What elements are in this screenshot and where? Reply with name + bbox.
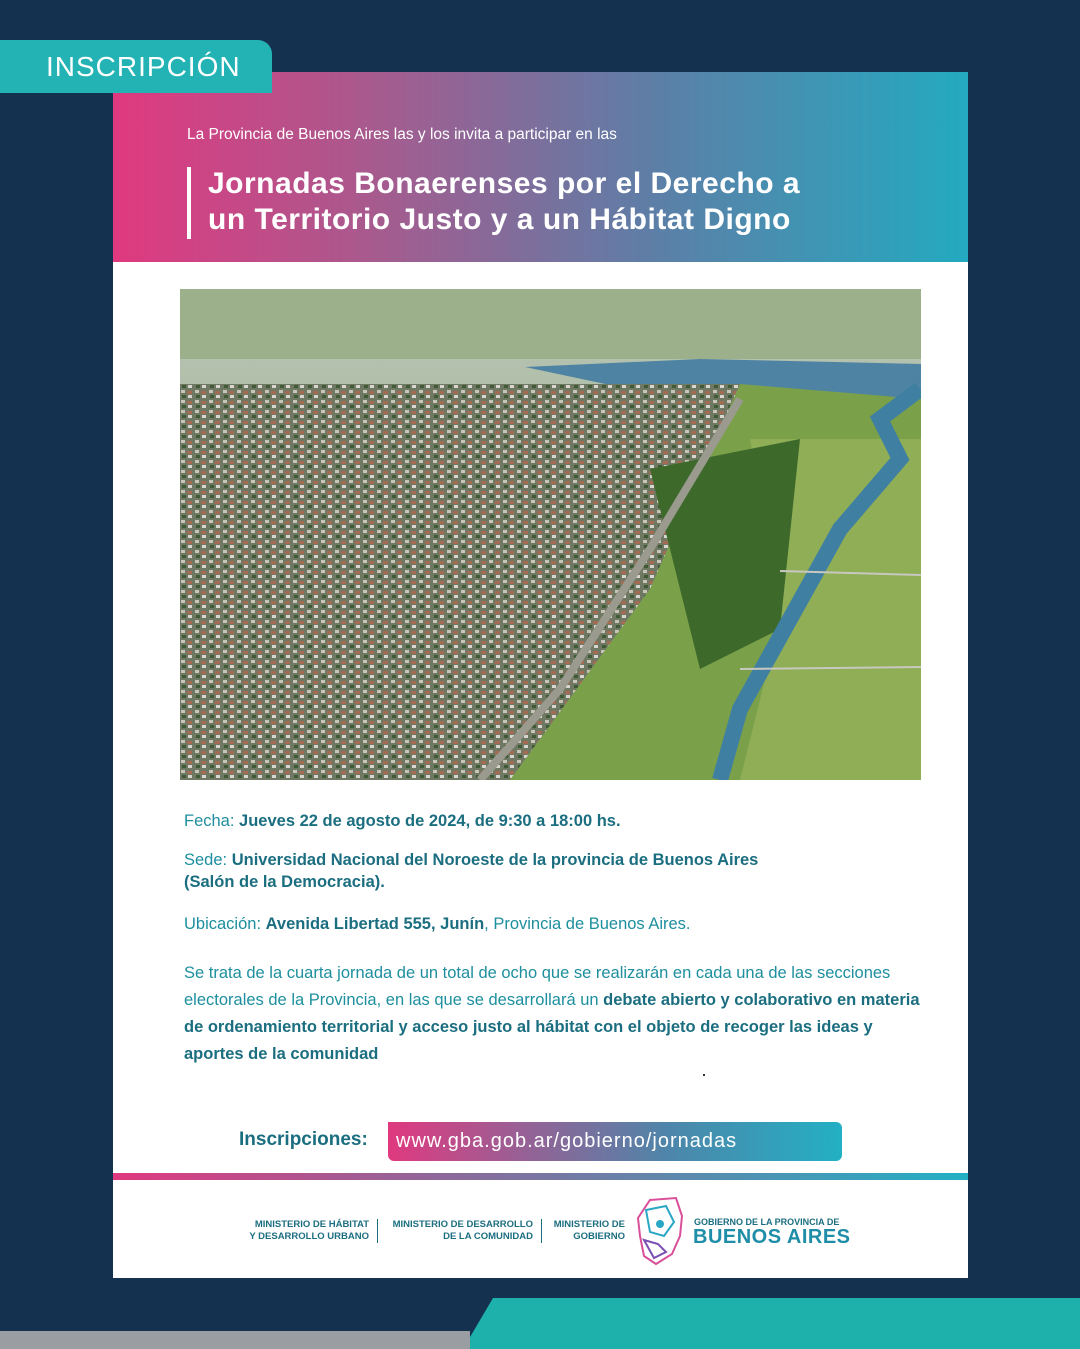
flyer-card xyxy=(113,72,968,1278)
ministry-comunidad xyxy=(383,1219,533,1243)
ubicacion-rest: , Provincia de Buenos Aires. xyxy=(484,915,691,933)
sede-block xyxy=(184,849,758,893)
fecha-value: Jueves 22 de agosto de 2024, de 9:30 a 18:00 hs. xyxy=(239,812,621,830)
bottom-gray-bar xyxy=(0,1331,470,1349)
inscripcion-tab: INSCRIPCIÓN xyxy=(0,40,272,93)
ministry-comunidad-line-2: DE LA COMUNIDAD xyxy=(443,1231,533,1242)
aerial-city-photo xyxy=(180,289,921,780)
fecha-line xyxy=(184,808,621,835)
stray-dot xyxy=(703,1074,705,1076)
ubicacion-label: Ubicación: xyxy=(184,915,266,933)
ministry-gobierno-line-2: GOBIERNO xyxy=(573,1231,625,1242)
sede-value-line-1: Universidad Nacional del Noroeste de la provincia de Buenos Aires xyxy=(231,851,759,869)
description-plain: Se trata de la cuarta jornada de un total de ocho que se realizarán en cada una de las secciones electorales de la Provincia, en las que se desarrollará un xyxy=(184,964,891,1009)
ubicacion-value: Avenida Libertad 555, Junín xyxy=(265,915,485,933)
event-description xyxy=(184,960,924,1068)
ministry-separator-2 xyxy=(541,1219,542,1243)
sede-value-line-2: (Salón de la Democracia). xyxy=(184,873,385,891)
ministry-habitat xyxy=(233,1219,369,1243)
registration-label: Inscripciones: xyxy=(239,1129,368,1150)
gov-big-label: BUENOS AIRES xyxy=(693,1226,851,1248)
ubicacion-line xyxy=(184,911,691,938)
ministry-comunidad-line-1: MINISTERIO DE DESARROLLO xyxy=(392,1219,533,1230)
event-title xyxy=(208,166,928,238)
province-map-logo-icon xyxy=(636,1196,684,1266)
header-banner xyxy=(113,72,968,262)
ministry-gobierno-line-1: MINISTERIO DE xyxy=(553,1219,625,1230)
ministry-gobierno xyxy=(545,1219,625,1243)
event-title-line-1: Jornadas Bonaerenses por el Derecho a xyxy=(208,167,801,200)
fecha-label: Fecha: xyxy=(184,812,240,830)
gov-small-label: GOBIERNO DE LA PROVINCIA DE xyxy=(694,1217,840,1227)
registration-link[interactable]: www.gba.gob.ar/gobierno/jornadas xyxy=(388,1122,842,1161)
event-title-line-2: un Territorio Justo y a un Hábitat Digno xyxy=(208,203,791,236)
gradient-divider xyxy=(113,1173,968,1180)
title-accent-bar xyxy=(187,167,191,239)
aerial-city-illustration xyxy=(180,289,921,780)
bottom-teal-shape xyxy=(463,1298,1080,1349)
sede-label: Sede: xyxy=(184,851,232,869)
invite-text: La Provincia de Buenos Aires las y los invita a participar en las xyxy=(187,126,617,143)
ministry-habitat-line-2: Y DESARROLLO URBANO xyxy=(249,1231,369,1242)
description-bold: debate abierto y colaborativo en materia de ordenamiento territorial y acceso justo al hábitat con el objeto de recoger las ideas y aportes de la comunidad xyxy=(184,991,920,1063)
ministry-habitat-line-1: MINISTERIO DE HÁBITAT xyxy=(254,1219,369,1230)
ministry-separator-1 xyxy=(377,1219,378,1243)
